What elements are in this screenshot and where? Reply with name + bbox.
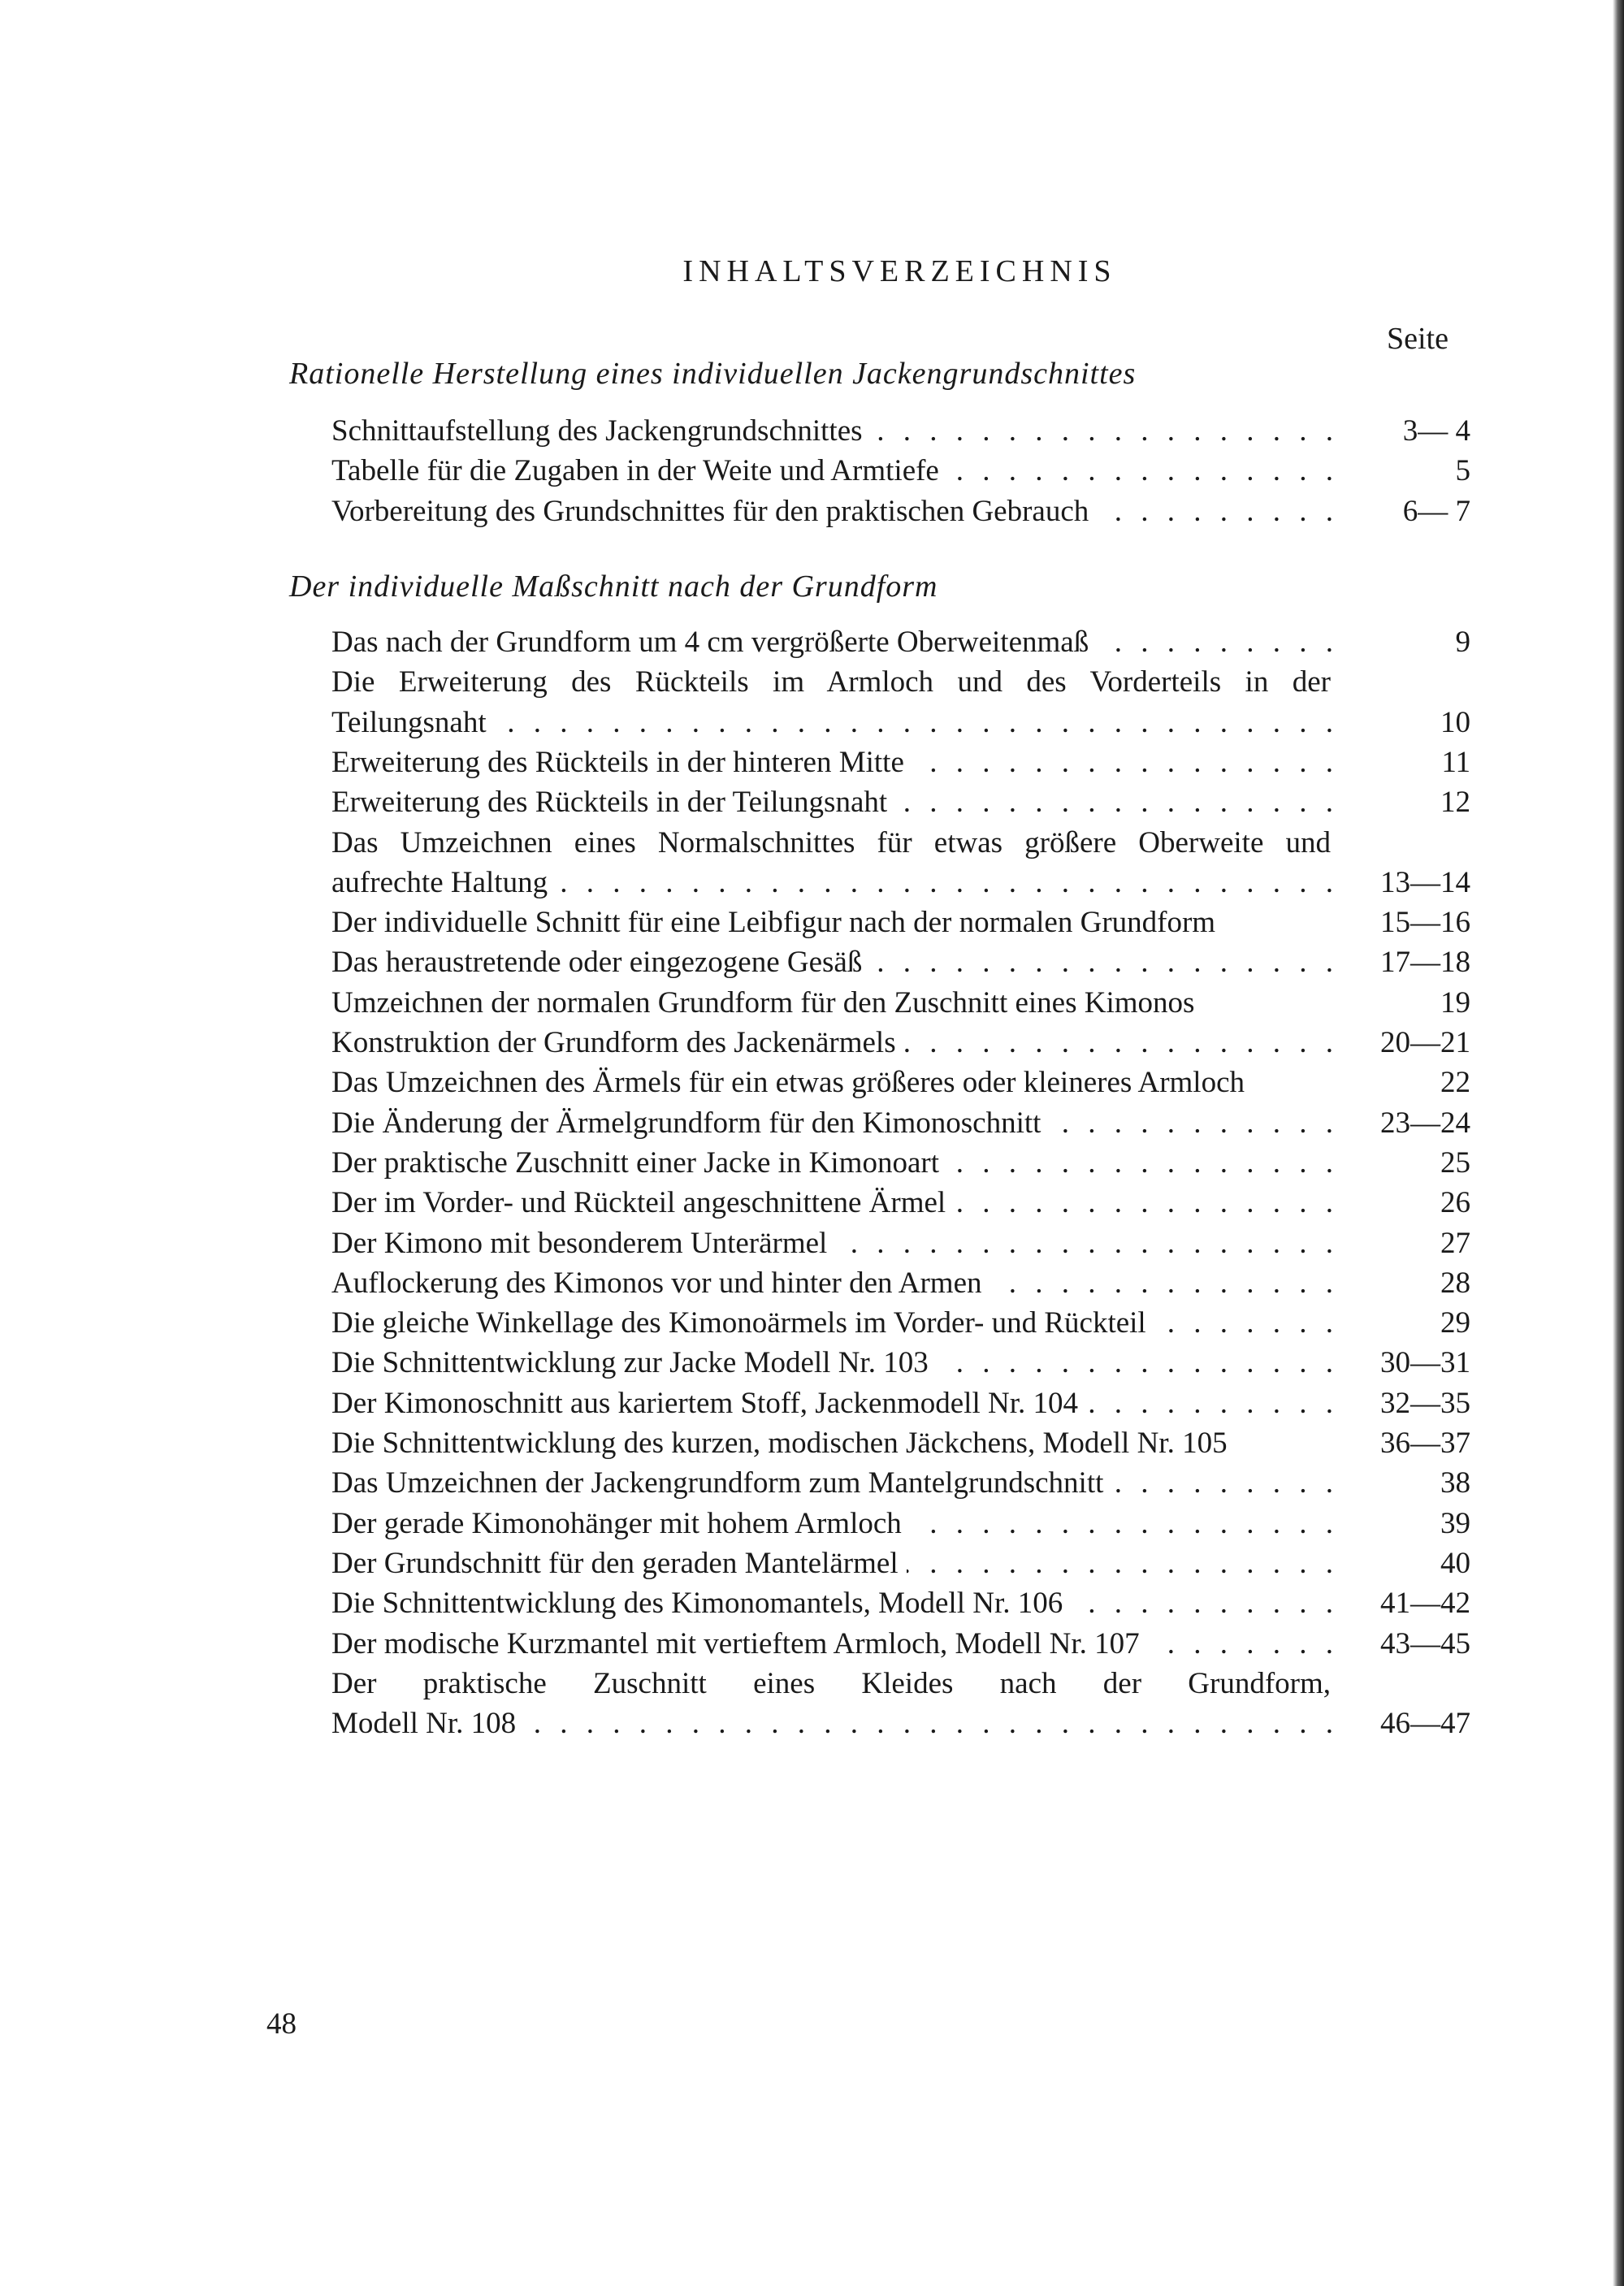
toc-entry-text xyxy=(331,1023,1339,1063)
toc-entry-label: Die Schnittentwicklung des Kimonomantels, Modell Nr. 106 xyxy=(331,1587,1071,1620)
toc-entry-text xyxy=(331,622,1339,663)
toc-entry-label: Die Schnittentwicklung des kurzen, modischen Jäckchens, Modell Nr. 105 xyxy=(331,1427,1236,1460)
toc-entry-label: Das heraustretende oder eingezogene Gesäß xyxy=(331,946,870,979)
toc-entry-page: 46—47 xyxy=(1380,1707,1470,1741)
toc-entry-text xyxy=(331,662,1339,703)
toc-entry-page: 41—42 xyxy=(1380,1587,1470,1621)
toc-entry-text xyxy=(331,782,1339,823)
toc-entry-page: 19 xyxy=(1440,985,1470,1020)
toc-entry-label: Schnittaufstellung des Jackengrundschnittes xyxy=(331,414,871,448)
toc-entry-page: 39 xyxy=(1440,1506,1470,1540)
toc-entry-label: Der gerade Kimonohänger mit hohem Armloch xyxy=(331,1507,910,1540)
toc-entry-label: Das nach der Grundform um 4 cm vergrößerte Oberweitenmaß xyxy=(331,626,1097,659)
toc-entry-text xyxy=(331,743,1339,783)
toc-entry-text xyxy=(331,703,1339,743)
toc-entry-page: 15—16 xyxy=(1380,906,1470,940)
toc-entry-label: Modell Nr. 108 xyxy=(331,1707,524,1740)
toc-entry-page: 38 xyxy=(1440,1466,1470,1500)
toc-entry-page: 25 xyxy=(1440,1145,1470,1180)
toc-entry-label: Der im Vorder- und Rückteil angeschnittene Ärmel xyxy=(331,1186,954,1219)
toc-entry-page: 26 xyxy=(1440,1186,1470,1220)
toc-entry-page: 30—31 xyxy=(1380,1346,1470,1380)
toc-entry-label: Der Grundschnitt für den geraden Mantelärmel xyxy=(331,1547,907,1580)
toc-entry-label: Der modische Kurzmantel mit vertieftem Armloch, Modell Nr. 107 xyxy=(331,1627,1148,1660)
toc-entry-page: 22 xyxy=(1440,1066,1470,1100)
toc-entry-text xyxy=(331,1263,1339,1304)
toc-entry-page: 36—37 xyxy=(1380,1427,1470,1460)
toc-entry-page: 29 xyxy=(1440,1306,1470,1340)
toc-entry-label: Erweiterung des Rückteils in der Teilungsnaht xyxy=(331,786,895,819)
toc-entry-page: 20—21 xyxy=(1380,1026,1470,1059)
toc-entry-text xyxy=(331,1624,1339,1665)
toc-entry-page: 43—45 xyxy=(1380,1626,1470,1660)
toc-entry-text xyxy=(331,411,1339,452)
toc-entry-text xyxy=(331,1543,1339,1584)
toc-entry-text xyxy=(331,1583,1339,1624)
toc-entry-text xyxy=(331,451,1339,491)
toc-entry-text xyxy=(331,983,1339,1024)
toc-entry-page: 32—35 xyxy=(1380,1386,1470,1420)
toc-entry-label: Erweiterung des Rückteils in der hinteren Mitte xyxy=(331,746,912,779)
toc-entry-label: Teilungsnaht xyxy=(331,706,495,739)
toc-entry-page: 11 xyxy=(1441,745,1470,779)
toc-entry-text xyxy=(331,1423,1339,1464)
toc-entry-page: 40 xyxy=(1440,1546,1470,1580)
toc-entry-label: aufrechte Haltung xyxy=(331,866,556,899)
toc-entry-page: 27 xyxy=(1440,1226,1470,1260)
toc-entry-text xyxy=(331,1183,1339,1223)
toc-entry-label: Die Erweiterung des Rückteils im Armloch und des Vorderteils in der xyxy=(331,665,1339,699)
section-heading: Der individuelle Maßschnitt nach der Grundform xyxy=(289,569,938,604)
toc-entry-text xyxy=(331,1664,1339,1704)
toc-entry-text xyxy=(331,942,1339,983)
toc-entry-text xyxy=(331,863,1339,903)
toc-entry-page: 5 xyxy=(1455,454,1470,488)
toc-entry-page: 3— 4 xyxy=(1402,414,1470,448)
toc-entry-label: Der praktische Zuschnitt einer Jacke in Kimonoart xyxy=(331,1146,947,1180)
toc-entry-text xyxy=(331,823,1339,864)
toc-entry-label: Das Umzeichnen der Jackengrundform zum Mantelgrundschnitt xyxy=(331,1466,1111,1500)
toc-entry-label: Umzeichnen der normalen Grundform für den Zuschnitt eines Kimonos xyxy=(331,986,1202,1020)
toc-entry-text xyxy=(331,1704,1339,1744)
toc-entry-label: Vorbereitung des Grundschnittes für den praktischen Gebrauch xyxy=(331,495,1097,528)
toc-entry-page: 28 xyxy=(1440,1266,1470,1300)
toc-entry-page: 9 xyxy=(1455,626,1470,659)
page-title: INHALTSVERZEICHNIS xyxy=(682,254,1117,288)
toc-entry-label: Der Kimonoschnitt aus kariertem Stoff, Jackenmodell Nr. 104 xyxy=(331,1387,1086,1420)
toc-entry-label: Das Umzeichnen des Ärmels für ein etwas größeres oder kleineres Armloch xyxy=(331,1066,1253,1099)
toc-entry-text xyxy=(331,1103,1339,1144)
toc-entry-label: Die Schnittentwicklung zur Jacke Modell Nr. 103 xyxy=(331,1346,937,1379)
toc-entry-text xyxy=(331,1343,1339,1383)
section-heading: Rationelle Herstellung eines individuellen Jackengrundschnittes xyxy=(289,357,1137,391)
toc-entry-label: Tabelle für die Zugaben in der Weite und Armtiefe xyxy=(331,454,947,487)
toc-entry-page: 17—18 xyxy=(1380,946,1470,980)
toc-entry-page: 10 xyxy=(1440,705,1470,739)
toc-entry-label: Konstruktion der Grundform des Jackenärmels xyxy=(331,1026,904,1059)
toc-entry-page: 6— 7 xyxy=(1402,494,1470,528)
toc-entry-text xyxy=(331,491,1339,532)
toc-entry-label: Die Änderung der Ärmelgrundform für den Kimonoschnitt xyxy=(331,1106,1049,1140)
toc-entry-label: Der praktische Zuschnitt eines Kleides nach der Grundform, xyxy=(331,1667,1339,1700)
toc-entry-text xyxy=(331,1223,1339,1264)
toc-entry-page: 13—14 xyxy=(1380,865,1470,899)
toc-entry-text xyxy=(331,1504,1339,1544)
page-number: 48 xyxy=(266,2007,297,2041)
toc-entry-page: 12 xyxy=(1440,786,1470,820)
toc-entry-label: Die gleiche Winkellage des Kimonoärmels im Vorder- und Rückteil xyxy=(331,1306,1154,1340)
toc-entry-label: Der Kimono mit besonderem Unterärmel xyxy=(331,1227,835,1260)
toc-entry-label: Das Umzeichnen eines Normalschnittes für etwas größere Oberweite und xyxy=(331,826,1339,859)
toc-entry-text xyxy=(331,1303,1339,1344)
toc-entry-text xyxy=(331,1383,1339,1424)
toc-entry-label: Auflockerung des Kimonos vor und hinter den Armen xyxy=(331,1266,990,1300)
page-column-label: Seite xyxy=(1387,322,1449,356)
toc-entry-text xyxy=(331,1063,1339,1103)
toc-entry-page: 23—24 xyxy=(1380,1106,1470,1140)
toc-entry-text xyxy=(331,1143,1339,1184)
toc-entry-text xyxy=(331,903,1339,943)
toc-entry-text xyxy=(331,1463,1339,1504)
toc-entry-label: Der individuelle Schnitt für eine Leibfigur nach der normalen Grundform xyxy=(331,906,1223,939)
